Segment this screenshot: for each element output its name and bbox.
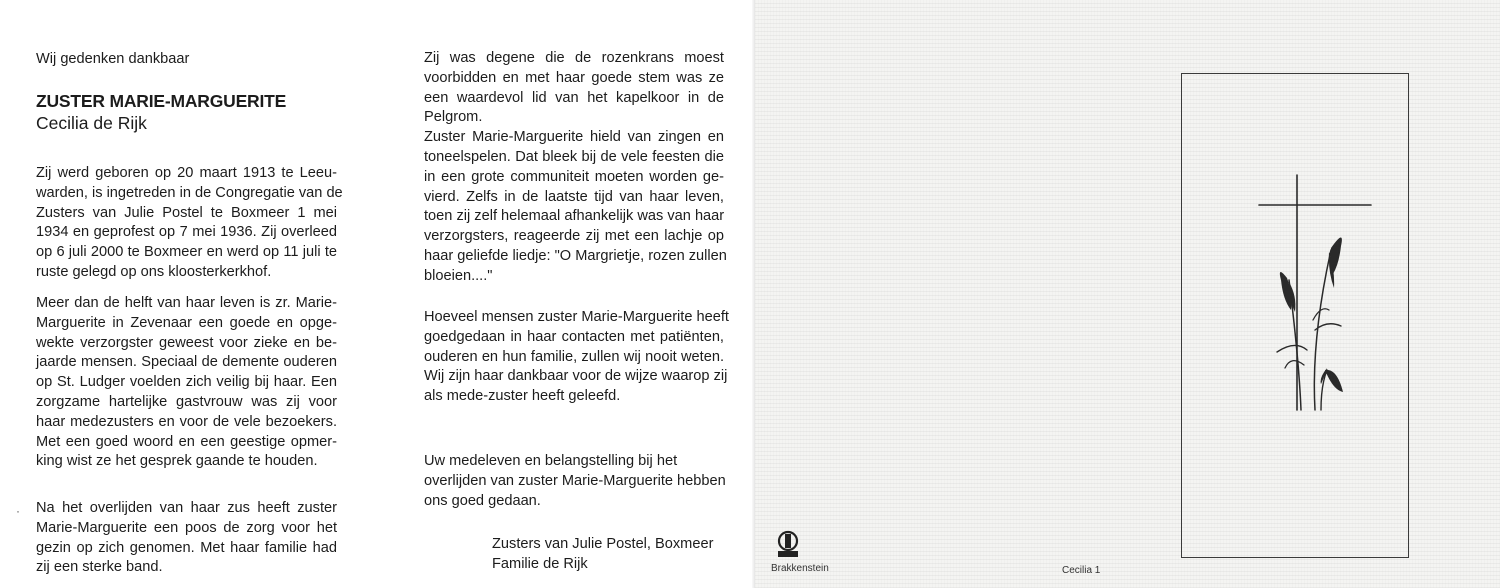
text-line: een waardevol lid van het kapelkoor in de <box>424 89 724 106</box>
left-page <box>0 0 380 588</box>
text-line: Marguerite in Zevenaar een goede en opge- <box>36 314 337 331</box>
text-line: Meer dan de helft van haar leven is zr. Marie- <box>36 295 337 311</box>
text-line: ouderen en hun familie, zullen wij nooit weten. <box>424 348 724 365</box>
deceased-name-civil: Cecilia de Rijk <box>36 113 147 133</box>
deceased-name-title: ZUSTER MARIE-MARGUERITE <box>36 91 287 111</box>
text-line: Wij zijn haar dankbaar voor de wijze waarop zij <box>424 368 728 385</box>
care-paragraph <box>36 294 337 472</box>
text-line: Zusters van Julie Postel te Boxmeer 1 mei <box>36 204 337 221</box>
text-line: verzorgsters, reageerde zij met een lachje op <box>424 228 724 245</box>
cross-with-wheat-icon <box>1255 170 1375 415</box>
stray-mark: · <box>16 504 20 518</box>
card-code: Cecilia 1 <box>1062 565 1101 576</box>
intro-line: Wij gedenken dankbaar <box>36 51 190 67</box>
singing-paragraph <box>424 49 727 287</box>
publisher-name: Brakkenstein <box>771 563 829 574</box>
text-line: wekte verzorgster geweest voor zieke en be- <box>36 334 337 351</box>
text-line: zij een sterke band. <box>36 559 163 576</box>
text-line: bloeien...." <box>424 267 493 284</box>
text-line: warden, is ingetreden in de Congregatie van de <box>36 184 343 201</box>
text-line: king wist ze het gesprek gaande te houden. <box>36 453 318 470</box>
text-line: zorgzame hartelijke gastvrouw was zij voor <box>36 393 337 410</box>
text-line: Zij werd geboren op 20 maart 1913 te Leeu- <box>36 165 337 181</box>
text-line: Uw medeleven en belangstelling bij het <box>424 453 678 469</box>
text-line: op St. Ludger voelden zich veilig bij haar. Een <box>36 374 337 391</box>
text-line: 1934 en geprofest op 7 mei 1936. Zij overleed <box>36 224 337 241</box>
text-line: op 6 juli 2000 te Boxmeer en werd op 11 juli te <box>36 244 337 261</box>
text-line: Pelgrom. <box>424 109 483 126</box>
text-line: goedgedaan in haar contacten met patiënten, <box>424 328 724 345</box>
text-line: ons goed gedaan. <box>424 492 541 509</box>
card-front <box>755 0 1500 588</box>
text-line: Na het overlijden van haar zus heeft zuster <box>36 500 337 516</box>
biography-paragraph <box>36 164 343 283</box>
brakkenstein-logo-icon <box>775 530 801 558</box>
text-line: Hoeveel mensen zuster Marie-Marguerite heeft <box>424 309 729 325</box>
signoff-block <box>492 535 732 575</box>
text-line: als mede-zuster heeft geleefd. <box>424 388 621 405</box>
text-line: in een grote communiteit moeten worden ge- <box>424 168 724 185</box>
text-line: Zusters van Julie Postel, Boxmeer <box>492 536 714 552</box>
text-line: jaarde mensen. Speciaal de demente ouderen <box>36 354 337 371</box>
text-line: overlijden van zuster Marie-Marguerite hebben <box>424 472 726 489</box>
text-line: haar geliefde liedje: "O Margrietje, rozen zullen <box>424 247 727 264</box>
middle-page <box>380 0 755 588</box>
text-line: Met een goed woord en een geestige opmer- <box>36 433 337 450</box>
family-paragraph <box>36 499 337 578</box>
text-line: voorbidden en met haar goede stem was ze <box>424 69 724 86</box>
text-line: vierd. Zelfs in de laatste tijd van haar leven, <box>424 188 724 205</box>
gratitude-paragraph <box>424 308 729 407</box>
text-line: Zij was degene die de rozenkrans moest <box>424 50 724 66</box>
thanks-paragraph <box>424 452 724 511</box>
text-line: Familie de Rijk <box>492 555 588 572</box>
text-line: toneelspelen. Dat bleek bij de vele feesten die <box>424 148 724 165</box>
text-line: haar medezusters en voor de vele bezoekers. <box>36 413 337 430</box>
text-line: toen zij zelf helemaal afhankelijk was van haar <box>424 208 725 225</box>
text-line: Zuster Marie-Marguerite hield van zingen en <box>424 129 724 146</box>
text-line: Marie-Marguerite een poos de zorg voor het <box>36 519 337 536</box>
text-line: ruste gelegd op ons kloosterkerkhof. <box>36 263 272 280</box>
text-line: gezin op zich genomen. Met haar familie had <box>36 539 337 556</box>
